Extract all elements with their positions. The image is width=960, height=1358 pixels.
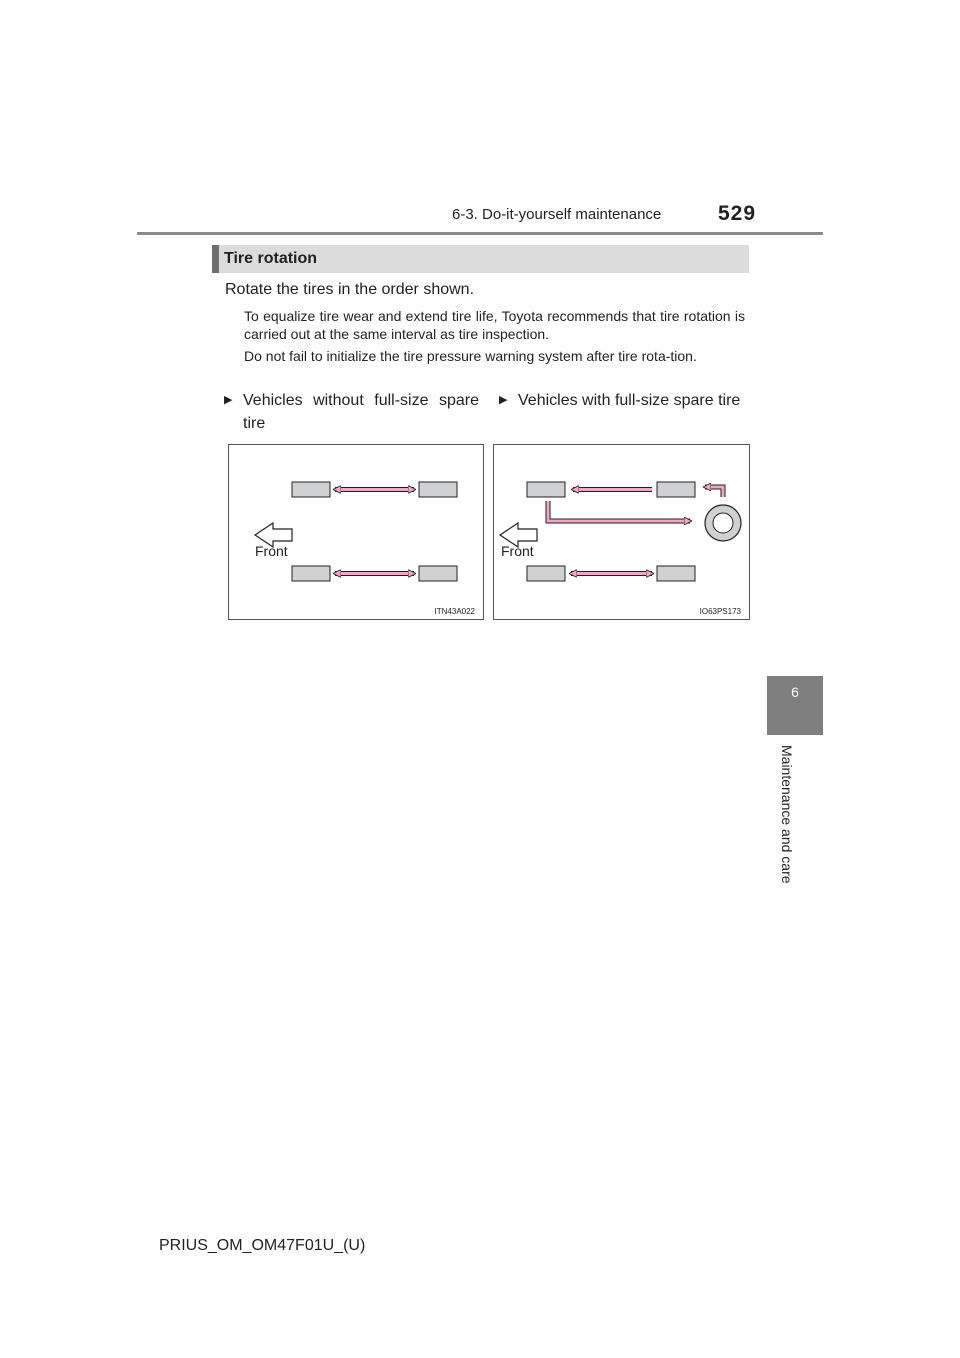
chapter-number: 6 (791, 684, 799, 700)
tire-front-right (292, 566, 330, 581)
front-to-spare-arrow (548, 501, 690, 521)
rotation-diagram-svg (494, 445, 749, 619)
tire-front-right (527, 566, 565, 581)
rotation-diagram-svg (229, 445, 483, 619)
spare-to-rear-arrow-fill (705, 487, 723, 497)
tire-front-left (292, 482, 330, 497)
page-number: 529 (718, 202, 757, 225)
caption-text: Vehicles with full-size spare tire (518, 392, 741, 409)
rotation-diagram-without-spare (228, 444, 484, 620)
lead-text: Rotate the tires in the order shown. (225, 281, 475, 298)
tire-rear-right (657, 566, 695, 581)
document-id: PRIUS_OM_OM47F01U_(U) (159, 1237, 366, 1254)
section-title: Tire rotation (224, 250, 318, 267)
spare-tire-hub (713, 513, 733, 533)
caption-with-spare (499, 389, 745, 412)
figure-code: IO63PS173 (699, 607, 741, 616)
front-label: Front (255, 543, 288, 559)
rotation-diagram-with-spare (493, 444, 750, 620)
chapter-title: Maintenance and care (779, 745, 795, 884)
running-header-section: 6-3. Do-it-yourself maintenance (452, 206, 662, 223)
header-rule (137, 232, 823, 235)
triangle-bullet-icon: ▶ (499, 394, 508, 406)
tire-rear-left (419, 482, 457, 497)
paragraph-initialize-warning: Do not fail to initialize the tire pressure warning system after tire rota-tion. (244, 348, 697, 364)
front-to-spare-arrow-fill (548, 501, 690, 521)
caption-text: Vehicles without full-size spare tire (243, 392, 479, 432)
tire-rear-right (419, 566, 457, 581)
triangle-bullet-icon: ▶ (224, 394, 233, 406)
paragraph-rotation-interval: To equalize tire wear and extend tire life, Toyota recommends that tire rotation is carried out at the same interval as tire inspection. (244, 308, 745, 342)
tire-rear-left (657, 482, 695, 497)
tire-front-left (527, 482, 565, 497)
caption-without-spare (224, 389, 479, 435)
figure-code: ITN43A022 (434, 607, 475, 616)
front-label: Front (501, 543, 534, 559)
